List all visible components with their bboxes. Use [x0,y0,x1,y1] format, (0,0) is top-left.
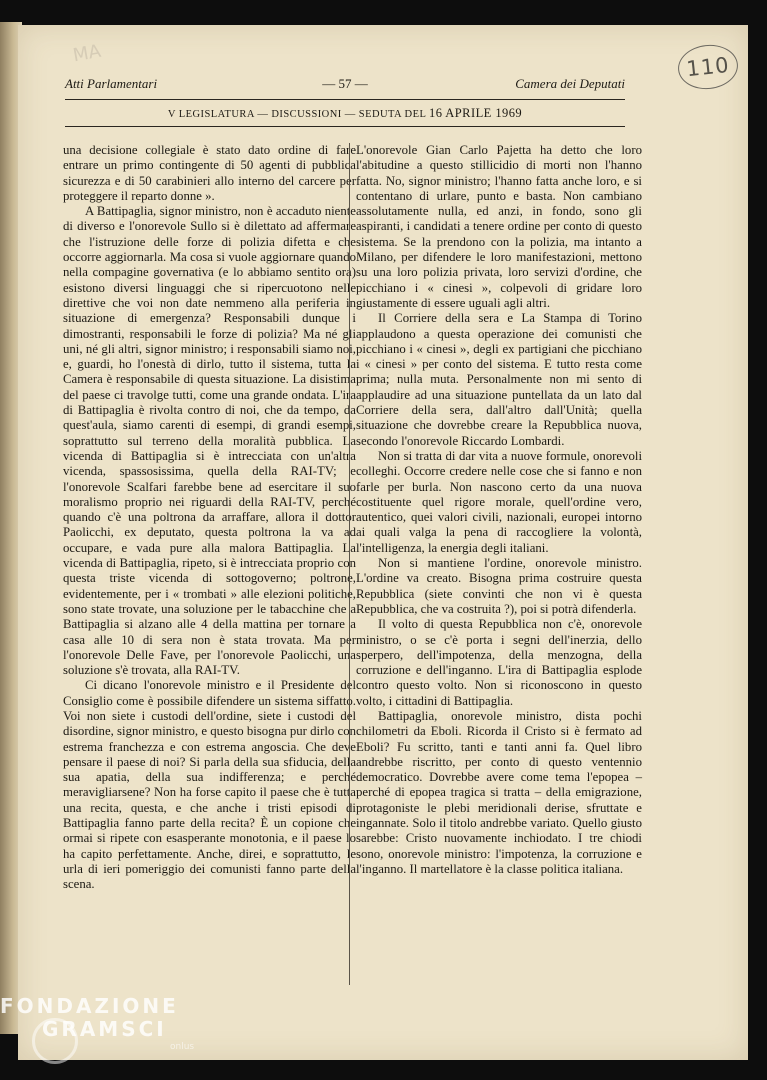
paragraph: Non si mantiene l'ordine, onorevole ministro. L'ordine va creato. Bisogna prima costruire questa Repubblica (siete convinti che non vi è questa Repubblica, che va costruita ?), poi si potrà difenderla. [356,556,642,616]
watermark-suffix: onlus [170,1042,195,1052]
paragraph: Ci dicano l'onorevole ministro e il Presidente del Consiglio come è possibile difendere un sistema siffatto. Voi non siete i custodi dell'ordine, siete i custodi del disordine, signor ministro, e questo bisogna pur dirlo con estrema franchezza e con estrema angoscia. Che deve pensare il paese di noi? Si parla della sua sfiducia, della sua apatia, della sua indifferenza; e perché meravigliarsene? Non ha forse capito il paese che è tutta una recita, questa, e che anche i tristi episodi di Battipaglia fanno parte della recita? È un copione che ormai si ripete con esasperante monotonia, e il paese lo ha capito perfettamente. Anche, direi, e soprattutto, le urla di ieri pomeriggio dei comunisti fanno parte della scena. [63,678,356,892]
session-date: 16 APRILE 1969 [429,106,523,120]
paragraph: una decisione collegiale è stato dato ordine di fare entrare un primo contingente di 50 agenti di pubblica sicurezza e di 50 carabinieri allo interno del carcere per proteggere il reparto donne ». [63,143,356,203]
watermark [0,995,179,1041]
paragraph: Il Corriere della sera e La Stampa di Torino applaudono a questa operazione dei comunisti che picchiano i « cinesi », degli ex partigiani che picchiano i « cinesi » per conto del sistema. E tutto resta come prima; nulla muta. Personalmente non mi sento di applaudire ad una situazione puntellata da un lato dal Corriere della sera, dall'altro dall'Unità; quella situazione che dovrebbe creare la Repubblica nuova, secondo l'onorevole Riccardo Lombardi. [356,311,642,448]
session-line [65,106,625,121]
page-number-stamp: 110 [676,42,740,92]
paragraph: Il volto di questa Repubblica non c'è, onorevole ministro, o se c'è porta i segni dell'inerzia, dello sperpero, dell'impotenza, della menzogna, della corruzione e dell'inganno. L'ira di Battipaglia esplode contro questo volto. Non si riconoscono in questo volto, i cittadini di Battipaglia. [356,617,642,708]
paragraph: Battipaglia, onorevole ministro, dista pochi chilometri da Eboli. Ricorda il Cristo si è fermato ad Eboli? Fu scritto, tanti e tanti anni fa. Quel libro andrebbe riscritto, per conto di questo ventennio democratico. Dovrebbe avere come tema l'epopea – perché di epopea tragica si tratta – della emigrazione, protagoniste le plebi meridionali derise, sfruttate e ingannate. Solo il titolo andrebbe variato. Quello giusto sarebbe: Cristo nuovamente inchiodato. I tre chiodi sono, onorevole ministro: l'impotenza, la corruzione e l'inganno. Il martellatore è la classe politica italiana. [356,708,642,876]
header-rule-bottom [65,126,625,127]
watermark-line1: FONDAZIONE [0,994,179,1018]
column-divider [349,143,350,985]
text-column-right [356,143,642,877]
header-page-number: — 57 — [322,76,368,91]
paragraph: A Battipaglia, signor ministro, non è accaduto niente di diverso e l'onorevole Sullo si è dilettato ad affermare che l'istruzione delle forze di polizia difetta e che occorre aggiornarla. Ma cosa si vuole aggiornare quando nella compagine governativa (e lo abbiamo sentito ora) esistono diversi linguaggi che si ripercuotono nelle direttive che voi non date nemmeno alla periferia in situazione di emergenza? Responsabili dunque i dimostranti, responsabili le forze di polizia? Ma né gli uni, né gli altri, signor ministro; i responsabili siamo noi, e, guardi, ho l'onestà di dirlo, tutto il sistema, tutta la Camera è responsabile di questa situazione. La disistima del paese ci travolge tutti, come una grande ondata. L'ira di Battipaglia è rivolta contro di noi, che da tempo, da quest'aula, siamo carenti di esempi, di grandi esempi, soprattutto sul terreno della moralità pubblica. La vicenda di Battipaglia si è intrecciata con un'altra vicenda, spassosissima, quella della RAI-TV; e l'onorevole Scalfari farebbe bene ad esercitare il suo moralismo proprio nei riguardi della RAI-TV, perché quando c'è una poltrona da arraffare, allora il dottor Paolicchi, ex deputato, questa poltrona la va ad occupare, e vada pure alla malora Battipaglia. La vicenda di Battipaglia, ripeto, si è intrecciata proprio con questa triste vicenda di sottogoverno; poltrone, evidentemente, per i « trombati » alle elezioni politiche, sono state trovate, una soluzione per le tabacchine che a Battipaglia si alzano alle 4 della mattina per tornare a casa alle 10 di sera non è stata trovata. Ma per l'onorevole Delle Fave, per l'onorevole Paolicchi, una soluzione s'è trovata, alla RAI-TV. [63,204,356,678]
paragraph: Non si tratta di dar vita a nuove formule, onorevoli colleghi. Occorre credere nelle cose che si fanno e non farle per burla. Non nascono certo da una nuova costituente quel rigore morale, quell'ordine vero, autentico, quei valori civili, nazionali, europei intorno ai quali valga la pena di raccogliere la volontà, l'intelligenza, la energia degli italiani. [356,448,642,555]
pencil-annotation: MA [71,40,103,67]
watermark-line2: GRAMSCI [42,1017,167,1041]
header-right: Camera dei Deputati [515,76,625,91]
document-page [18,25,748,1060]
header-left: Atti Parlamentari [65,76,158,91]
text-column-left [63,143,356,893]
header-rule-top [65,99,625,100]
paragraph: L'onorevole Gian Carlo Pajetta ha detto che loro l'abitudine a questo stillicidio di morti non l'hanno fatta. No, signor ministro; l'hanno fatta anche loro, e si contentano di urlare, punto e basta. Non cambiano assolutamente nulla, ed anzi, in fondo, sono gli aspiranti, i candidati a tenere ordine per conto di questo sistema. Se la prendono con la polizia, ma intanto a Milano, per difendere le loro manifestazioni, mettono su una loro polizia privata, loro servizi d'ordine, che picchiano i « cinesi », colpevoli di gridare loro giustamente di essere uguali agli altri. [356,143,642,310]
session-prefix: V LEGISLATURA — DISCUSSIONI — SEDUTA DEL [167,109,426,120]
